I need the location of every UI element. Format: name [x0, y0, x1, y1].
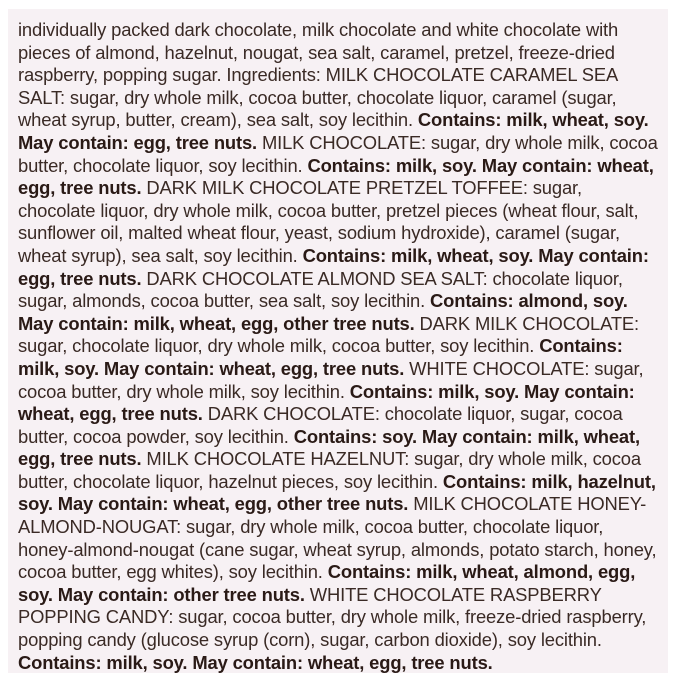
white-chocolate-raspberry-popping-candy-ingredients: WHITE CHOCOLATE RASPBERRY POPPING CANDY: sugar, cocoa butter, dry whole milk, freeze-dried raspberry, popping candy (glucose syrup (corn), sugar, carbon dioxide), soy lecithin.	[18, 583, 647, 651]
allergen-statement: Contains: milk, wheat, soy. May contain: egg, tree nuts.	[18, 109, 649, 153]
allergen-statement: Contains: milk, hazelnut, soy. May contain: wheat, egg, other tree nuts.	[18, 470, 656, 515]
allergen-statement: Contains: milk, soy. May contain: wheat, egg, tree nuts.	[18, 335, 623, 379]
allergen-statement: Contains: milk, wheat, soy. May contain: egg, tree nuts.	[18, 244, 649, 289]
white-chocolate-ingredients: WHITE CHOCOLATE: sugar, cocoa butter, dry whole milk, soy lecithin.	[18, 357, 644, 402]
dark-milk-chocolate-pretzel-toffee-ingredients: DARK MILK CHOCOLATE PRETZEL TOFFEE: sugar, chocolate liquor, dry whole milk, cocoa butter, pretzel pieces (wheat flour, salt, sunflower oil, malted wheat flour, yeast, sodium hydroxide), caramel (sugar, wheat syrup), sea salt, soy lecithin.	[18, 177, 639, 266]
milk-chocolate-hazelnut-ingredients: MILK CHOCOLATE HAZELNUT: sugar, dry whole milk, cocoa butter, chocolate liquor, hazelnut pieces, soy lecithin.	[18, 448, 641, 492]
allergen-statement: Contains: milk, soy. May contain: wheat, egg, tree nuts.	[18, 651, 493, 673]
milk-chocolate-ingredients: MILK CHOCOLATE: sugar, dry whole milk, cocoa butter, chocolate liquor, soy lecithin.	[18, 131, 658, 176]
ingredients-text	[18, 19, 658, 673]
dark-chocolate-ingredients: DARK CHOCOLATE: chocolate liquor, sugar, cocoa butter, cocoa powder, soy lecithin.	[18, 403, 623, 447]
allergen-statement: Contains: milk, wheat, almond, egg, soy. May contain: other tree nuts.	[18, 561, 636, 605]
allergen-statement: Contains: soy. May contain: milk, wheat, egg, tree nuts.	[18, 425, 640, 470]
ingredients-panel	[8, 9, 668, 673]
milk-chocolate-honey-almond-nougat-ingredients: MILK CHOCOLATE HONEY-ALMOND-NOUGAT: sugar, dry whole milk, cocoa butter, chocolate liquor, honey-almond-nougat (cane sugar, wheat syrup, almonds, potato starch, honey, cocoa butter, egg whites), soy lecithin.	[18, 493, 657, 583]
dark-chocolate-almond-sea-salt-ingredients: DARK CHOCOLATE ALMOND SEA SALT: chocolate liquor, sugar, almonds, cocoa butter, sea salt, soy lecithin.	[18, 267, 623, 312]
allergen-statement: Contains: milk, soy. May contain: wheat, egg, tree nuts.	[18, 380, 635, 425]
intro-and-milk-chocolate-caramel-sea-salt: individually packed dark chocolate, milk chocolate and white chocolate with pieces of almond, hazelnut, nougat, sea salt, caramel, pretzel, freeze-dried raspberry, popping sugar. Ingredients: MILK CHOCOLATE CARAMEL SEA SALT: sugar, dry whole milk, cocoa butter, chocolate liquor, caramel (sugar, wheat syrup, butter, cream), sea salt, soy lecithin.	[18, 19, 619, 131]
dark-milk-chocolate-ingredients: DARK MILK CHOCOLATE: sugar, chocolate liquor, dry whole milk, cocoa butter, soy lecithin.	[18, 312, 639, 357]
allergen-statement: Contains: milk, soy. May contain: wheat, egg, tree nuts.	[18, 154, 654, 199]
allergen-statement: Contains: almond, soy. May contain: milk, wheat, egg, other tree nuts.	[18, 290, 628, 334]
